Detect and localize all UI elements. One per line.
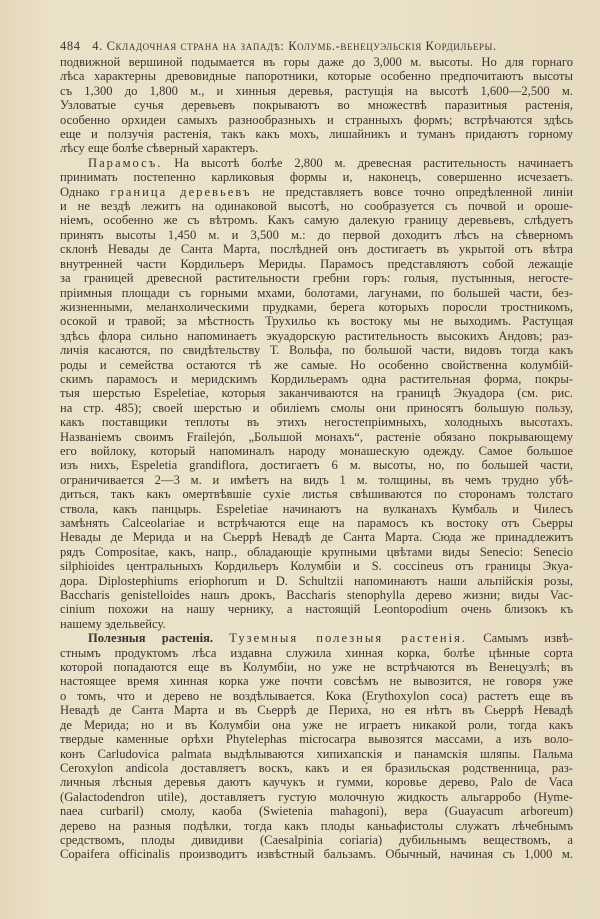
- page-number: 484: [60, 39, 81, 53]
- text-span: роды и семейства остаются тѣ же самые. Но особенно свойственна колумбій-: [60, 357, 573, 372]
- text-line: [60, 84, 573, 98]
- text-span: о томъ, что и дерево не воздѣлывается. Кока (Erythoxylon coca) растетъ еще въ: [60, 688, 573, 703]
- text-span: Copaifera officinalis производитъ извѣстный бальзамъ. Обычный, начиная съ 1,000 м.: [60, 847, 573, 862]
- running-title: 4. Складочная страна на западѣ: Колумб.-венецуэльскія Кордильеры.: [92, 39, 497, 53]
- text-line: [60, 386, 573, 400]
- text-span: которой попадаются еще въ Колумбіи, но уже не встрѣчаются въ Венецуэлѣ; въ: [60, 660, 573, 675]
- text-line: [60, 242, 573, 256]
- text-line: [60, 55, 573, 69]
- text-line: [60, 185, 573, 199]
- text-span: подвижной вершиной подымается въ горы даже до 3,000 м. высоты. Но для горнаго: [60, 55, 573, 69]
- text-span: склонѣ Невады де Санта Марта, послѣдней онъ достигаетъ въ укрытой отъ вѣтра: [60, 242, 573, 257]
- text-span: де Мерида; но и въ Колумбіи она уже не играетъ никакой роли, тогда какъ: [60, 717, 573, 732]
- text-span: не представляетъ вовсе точно опредѣленной линіи: [251, 184, 573, 199]
- text-line: [60, 487, 573, 501]
- text-span: ніемъ, особенно же съ вѣтромъ. Какъ самую далекую границу деревьевъ, слѣдуетъ: [60, 213, 573, 228]
- text-line: [60, 660, 573, 674]
- text-line: [60, 113, 573, 127]
- text-span: на стр. 485); своей шерстью и обиліемъ смолы они приносятъ большую пользу,: [60, 400, 573, 415]
- emphasized-text: Туземныя полезныя растенія.: [229, 631, 468, 646]
- text-line: [60, 271, 573, 285]
- text-line: [60, 588, 573, 602]
- text-line: [60, 574, 573, 588]
- text-line: [60, 358, 573, 372]
- text-span: Узловатые сучья деревьевъ покрываютъ во множествѣ паразитныя растенія,: [60, 98, 573, 113]
- text-span: внутренней части Кордильеръ Мериды. Парамосъ представляютъ собой лежащіе: [60, 256, 573, 271]
- text-span: настоящее время хинная корка уже почти совсѣмъ не вывозится, не говоря уже: [60, 674, 573, 689]
- text-span: средствомъ, плоды дивидиви (Caesalpinia coriaria) дубильнымъ веществомъ, а: [60, 832, 573, 847]
- text-span: пріимныя площади съ горными мхами, болотами, лагунами, по большей части, без-: [60, 285, 573, 300]
- text-span: осокой и травой; за мѣстность Трухильо къ востоку мы не выходимъ. Растущая: [60, 314, 573, 329]
- text-line: [60, 703, 573, 717]
- text-span: изъ нихъ, Espeletia grandiflora, достигаетъ 6 м. высоты, но, по большей части,: [60, 458, 573, 473]
- text-span: замѣнять Calceolariae и встрѣчаются еще на парамосъ къ востоку отъ Сьерры: [60, 516, 573, 530]
- text-span: скимъ парамосъ и меридскимъ Кордильерамъ одна растительная форма, покры-: [60, 371, 573, 386]
- text-span: дерево на разныя подѣлки, тогда какъ плоды каньафистолы служатъ лѣчебнымъ: [60, 818, 573, 833]
- text-line: [60, 329, 573, 343]
- text-span: naea curbaril) смолу, каоба (Swietenia mahagoni), вера (Guayacum arboreum): [60, 804, 573, 819]
- text-line: [60, 674, 573, 688]
- text-span: ограничивается 2—3 м. и имѣетъ на видъ 1 м. толщины, въ чемъ трудно убѣ-: [60, 472, 573, 487]
- text-line: [60, 314, 573, 328]
- text-span: Невадѣ де Санта Марта и въ Сьеррѣ де Периха́, но ея нѣтъ въ Сьеррѣ Невадѣ: [60, 703, 573, 718]
- text-span: здѣсь флора сильно напоминаетъ экуадорскую растительность высокихъ Андовъ; раз-: [60, 328, 573, 343]
- text-line: [60, 732, 573, 746]
- emphasized-text: граница деревьевъ: [110, 184, 252, 199]
- text-span: особенно орхидеи самыхъ разнообразныхъ и странныхъ формъ; встрѣчаются здѣсь: [60, 112, 573, 127]
- text-span: [213, 631, 229, 645]
- text-line: [60, 602, 573, 616]
- text-span: Названіемъ своимъ Frailejón, „Большой монахъ“, растеніе обязано покрывающему: [60, 429, 573, 444]
- emphasized-text: Парамосъ.: [88, 155, 163, 170]
- text-line: [60, 473, 573, 487]
- text-line: [60, 761, 573, 775]
- text-line: [60, 617, 573, 631]
- text-line: [60, 343, 573, 357]
- text-span: твердые каменные орѣхи Phytelephas microcarpa вывозятся массами, а изъ воло-: [60, 732, 573, 747]
- text-line: [60, 98, 573, 112]
- text-line: [60, 213, 573, 227]
- text-line: [60, 286, 573, 300]
- body-text: [60, 55, 573, 862]
- text-span: Самымъ извѣ-: [467, 631, 573, 646]
- text-line: [60, 689, 573, 703]
- text-span: какъ поставщики теплоты въ этихъ негостепріимныхъ, холодныхъ высотахъ.: [60, 415, 573, 430]
- text-line: [60, 631, 573, 645]
- text-span: принять высоты 1,450 м. и 3,500 м.: до первой доходитъ лѣсъ на сѣверномъ: [60, 227, 573, 242]
- text-span: Невады де Мерида и на Сьеррѣ Невадѣ де Санта Марта. Сюда же принадлежитъ: [60, 530, 573, 545]
- text-span: cinium похожи на нашу чернику, а настоящій Leontopodium очень близокъ къ: [60, 602, 573, 617]
- text-span: съ 1,300 до 1,800 м., и хинныя деревья, растущія на высотѣ 1,600—2,500 м.: [60, 83, 573, 98]
- text-span: лѣса характерны древовидные папоротники, которые особенно предпочитаютъ высоты: [60, 69, 573, 84]
- text-line: [60, 502, 573, 516]
- text-span: стнымъ продуктомъ лѣса издавна служила хинная корка, болѣе цѣнные сорта: [60, 645, 573, 660]
- text-line: [60, 170, 573, 184]
- text-line: [60, 141, 573, 155]
- text-line: [60, 401, 573, 415]
- text-line: [60, 415, 573, 429]
- text-line: [60, 430, 573, 444]
- text-span: диться, такъ какъ омертвѣвшіе сухіе листья свѣшиваются по сторонамъ толстаго: [60, 487, 573, 502]
- text-line: [60, 559, 573, 573]
- text-span: silphioides центральныхъ Кордильеръ Колумбіи и S. coccineus отъ границы Экуа-: [60, 559, 573, 574]
- text-span: (Galactodendron utile), доставляетъ густую молочную жидкость альгарробо (Hyme-: [60, 789, 573, 804]
- text-span: Ceroxylon andicola доставляетъ воскъ, какъ и ея бразильская родственница, раз-: [60, 760, 573, 775]
- section-heading: Полезныя растенія.: [88, 631, 214, 646]
- text-span: жизненными, меланхолическими прудками, берега которыхъ поросли тростникомъ,: [60, 299, 573, 314]
- text-line: [60, 718, 573, 732]
- text-line: [60, 458, 573, 472]
- text-span: дора. Diplostephiums eriophorum и D. Schultzii напоминаютъ наши альпійскія розы,: [60, 573, 573, 588]
- text-line: [60, 747, 573, 761]
- text-span: рядъ Compositae, какъ, напр., обладающіе крупными цвѣтами виды Senecio: Senecio: [60, 544, 573, 559]
- text-line: [60, 833, 573, 847]
- text-span: принимать постепенно карликовыя формы и, наконецъ, совершенно исчезаетъ.: [60, 170, 573, 185]
- text-line: [60, 372, 573, 386]
- text-line: [60, 819, 573, 833]
- text-span: его войлоку, который напоминалъ народу монашескую одежду. Самое большое: [60, 443, 573, 458]
- text-span: конъ Carludovica palmata выдѣлываются хипихапскія и панамскія шляпы. Пальма: [60, 746, 573, 761]
- text-span: личныя лѣсныя деревья даютъ каучукъ и гумми, коровье дерево, Palo de Vaca: [60, 775, 573, 790]
- text-span: личія касаются, по свидѣтельству Т. Вольфа, по большой части, видовъ тогда какъ: [60, 343, 573, 358]
- text-line: [60, 199, 573, 213]
- text-span: и не вездѣ лежитъ на одинаковой высотѣ, но сообразуется съ почвой и ороше-: [60, 199, 573, 214]
- text-line: [60, 847, 573, 861]
- text-span: тыя шерстью Espeletiae, которыя заканчиваются на границѣ Экуадора (см. рис.: [60, 386, 573, 401]
- text-line: [60, 69, 573, 83]
- text-span: за границей древесной растительности гребни горъ: голыя, пустынныя, негосте-: [60, 271, 573, 286]
- text-span: лѣсу еще болѣе сѣверный характеръ.: [60, 141, 259, 156]
- text-line: [60, 228, 573, 242]
- text-span: еще и ползучія растенія, такъ какъ мохъ, лишайникъ и туманъ придаютъ горному: [60, 127, 573, 142]
- text-span: Baccharis genistelloides нашъ дрокъ, Baccharis stenophylla дерево жизни; виды Vac-: [60, 588, 573, 603]
- text-line: [60, 775, 573, 789]
- text-line: [60, 300, 573, 314]
- text-span: На высотѣ болѣе 2,800 м. древесная растительность начинаетъ: [162, 155, 573, 170]
- text-line: [60, 545, 573, 559]
- text-line: [60, 156, 573, 170]
- text-line: [60, 444, 573, 458]
- text-span: ствола, какъ панцырь. Espeletiae начинаютъ на вулканахъ Кумбаль и Чилесъ: [60, 501, 573, 516]
- text-span: нашему эдельвейсу.: [60, 616, 166, 631]
- text-line: [60, 257, 573, 271]
- text-line: [60, 127, 573, 141]
- text-span: Однако: [60, 184, 111, 199]
- text-line: [60, 530, 573, 544]
- running-header: [60, 39, 573, 54]
- text-line: [60, 804, 573, 818]
- text-line: [60, 790, 573, 804]
- text-line: [60, 516, 573, 530]
- text-line: [60, 646, 573, 660]
